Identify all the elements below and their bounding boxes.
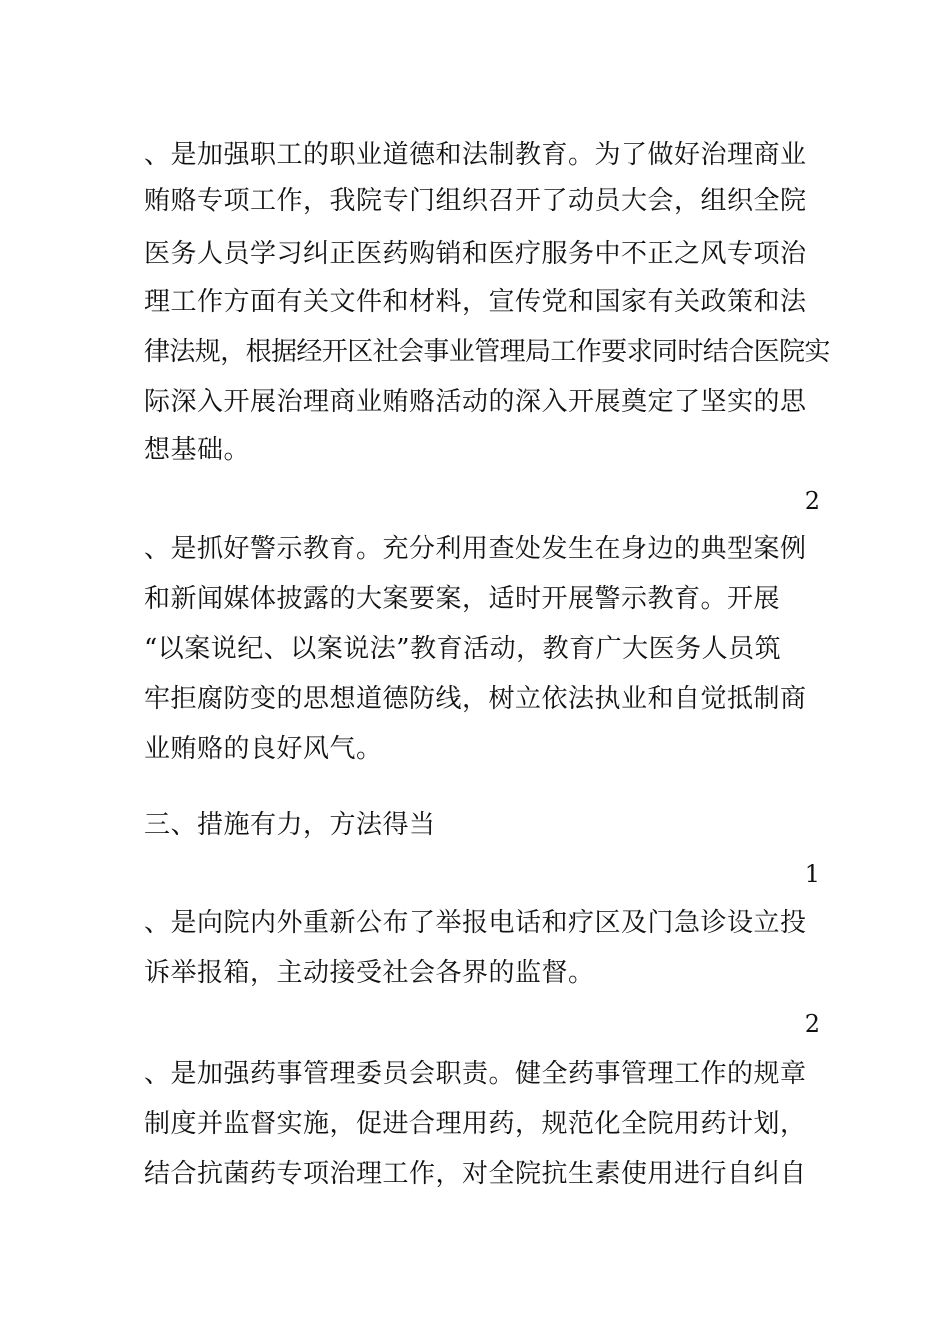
paragraph-3-line-2: 诉举报箱，主动接受社会各界的监督。 xyxy=(144,958,595,988)
paragraph-2-line-5: 业贿赂的良好风气。 xyxy=(144,734,383,764)
paragraph-2-line-2: 和新闻媒体披露的大案要案，适时开展警示教育。开展 xyxy=(144,584,781,614)
paragraph-4-line-1: 、是加强药事管理委员会职责。健全药事管理工作的规章 xyxy=(144,1059,807,1089)
item-number-2: 2 xyxy=(804,487,820,515)
item-number-2b: 2 xyxy=(804,1010,820,1038)
section-heading: 三、措施有力，方法得当 xyxy=(144,810,436,840)
paragraph-2-line-4: 牢拒腐防变的思想道德防线，树立依法执业和自觉抵制商 xyxy=(144,684,807,714)
paragraph-1-line-5: 律法规，根据经开区社会事业管理局工作要求同时结合医院实 xyxy=(144,337,830,367)
paragraph-1-line-2: 贿赂专项工作，我院专门组织召开了动员大会，组织全院 xyxy=(144,186,807,216)
paragraph-1-line-7: 想基础。 xyxy=(144,435,251,465)
paragraph-4-line-2: 制度并监督实施，促进合理用药，规范化全院用药计划， xyxy=(144,1109,807,1139)
item-number-1: 1 xyxy=(804,860,820,888)
paragraph-1-line-6: 际深入开展治理商业贿赂活动的深入开展奠定了坚实的思 xyxy=(144,387,807,417)
paragraph-1-line-4: 理工作方面有关文件和材料，宣传党和国家有关政策和法 xyxy=(144,287,807,317)
paragraph-1-line-3: 医务人员学习纠正医药购销和医疗服务中不正之风专项治 xyxy=(144,239,807,269)
paragraph-3-line-1: 、是向院内外重新公布了举报电话和疗区及门急诊设立投 xyxy=(144,908,807,938)
paragraph-1-line-1: 、是加强职工的职业道德和法制教育。为了做好治理商业 xyxy=(144,140,807,170)
paragraph-2-line-3: “以案说纪、以案说法”教育活动，教育广大医务人员筑 xyxy=(144,634,782,664)
paragraph-4-line-3: 结合抗菌药专项治理工作，对全院抗生素使用进行自纠自 xyxy=(144,1159,807,1189)
paragraph-2-line-1: 、是抓好警示教育。充分利用查处发生在身边的典型案例 xyxy=(144,534,807,564)
